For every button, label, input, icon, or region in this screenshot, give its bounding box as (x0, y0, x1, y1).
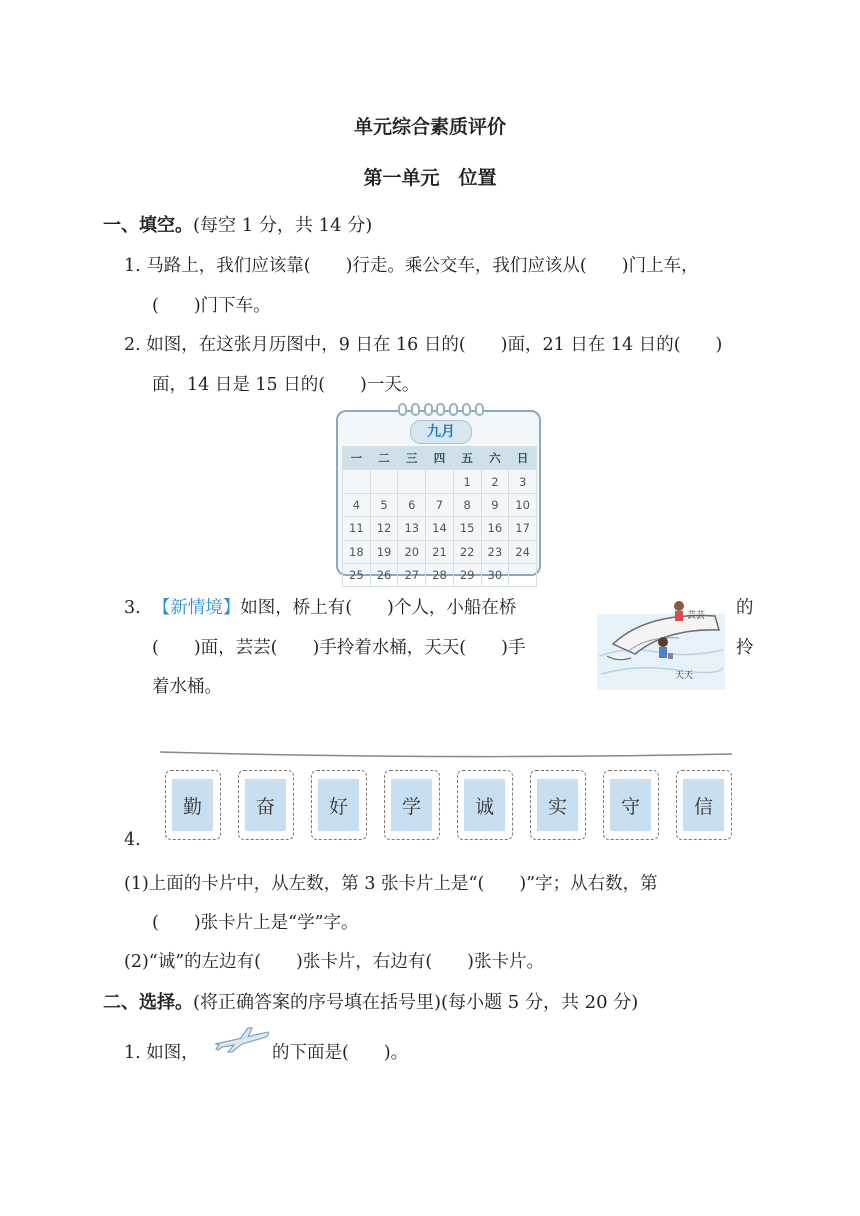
weekday-cell: 五 (453, 447, 481, 470)
q3-line3: 着水桶。 (152, 677, 222, 697)
weekday-cell: 四 (426, 447, 454, 470)
day-cell: 29 (453, 563, 481, 586)
weekday-cell: 二 (370, 447, 398, 470)
day-cell: 10 (509, 493, 537, 516)
card-char: 实 (537, 779, 578, 831)
q3-number: 3. (124, 598, 141, 618)
q1-line1: 1. 马路上，我们应该靠( )行走。乘公交车，我们应该从( )门上车， (124, 256, 699, 276)
calendar-rings-icon (398, 403, 484, 417)
q3-new-context-tag: 【新情境】 (152, 598, 241, 618)
section-1-label: 一、填空。 (103, 215, 193, 236)
day-cell: 23 (481, 540, 509, 563)
section-2-heading (103, 988, 638, 1014)
q3-line2: ( )面，芸芸( )手拎着水桶，天天( )手 (152, 638, 526, 658)
bridge-boat-illustration (597, 594, 725, 690)
day-cell: 8 (453, 493, 481, 516)
day-cell: 4 (343, 493, 371, 516)
day-cell: 25 (343, 563, 371, 586)
section-1-heading (103, 211, 372, 237)
girl-figure-icon (674, 601, 684, 611)
q3-line2-end: 拎 (736, 638, 754, 658)
label-tiantian: 天天 (675, 671, 694, 681)
q4-sub1-line2: ( )张卡片上是“学”字。 (152, 913, 359, 933)
day-cell (398, 470, 426, 493)
calendar-month: 九月 (410, 420, 472, 444)
q2-line1: 2. 如图，在这张月历图中，9 日在 16 日的( )面，21 日在 14 日的( ) (124, 335, 723, 355)
day-cell: 21 (426, 540, 454, 563)
day-cell: 18 (343, 540, 371, 563)
day-cell (509, 563, 537, 586)
page-title: 单元综合素质评价 (353, 116, 506, 138)
calendar-week-row (343, 493, 537, 516)
day-cell: 24 (509, 540, 537, 563)
calendar-week-row (343, 470, 537, 493)
q3-line1-end: 的 (736, 598, 754, 618)
q2-line2: 面，14 日是 15 日的( )一天。 (152, 375, 420, 395)
day-cell: 12 (370, 517, 398, 540)
day-cell: 17 (509, 517, 537, 540)
day-cell: 16 (481, 517, 509, 540)
q4-number: 4. (124, 830, 141, 850)
s2-q1-after: 的下面是( )。 (272, 1043, 409, 1063)
card (384, 770, 440, 840)
day-cell: 3 (509, 470, 537, 493)
day-cell: 15 (453, 517, 481, 540)
day-cell: 5 (370, 493, 398, 516)
card (530, 770, 586, 840)
airplane-icon (212, 1022, 272, 1058)
day-cell: 14 (426, 517, 454, 540)
day-cell: 28 (426, 563, 454, 586)
weekday-cell: 日 (509, 447, 537, 470)
day-cell: 26 (370, 563, 398, 586)
day-cell: 22 (453, 540, 481, 563)
q4-sub1-line1: (1)上面的卡片中，从左数，第 3 张卡片上是“( )”字；从右数，第 (124, 874, 658, 894)
weekday-cell: 一 (343, 447, 371, 470)
q4-sub2: (2)“诚”的左边有( )张卡片，右边有( )张卡片。 (124, 952, 544, 972)
day-cell (370, 470, 398, 493)
q1-line2: ( )门下车。 (152, 296, 271, 316)
day-cell (343, 470, 371, 493)
section-2-note: (将正确答案的序号填在括号里)(每小题 5 分，共 20 分) (193, 992, 639, 1013)
q3-line1 (124, 594, 516, 619)
card-char: 学 (391, 779, 432, 831)
day-cell: 11 (343, 517, 371, 540)
weekday-cell: 六 (481, 447, 509, 470)
card (603, 770, 659, 840)
section-1-note: (每空 1 分，共 14 分) (193, 215, 373, 236)
s2-q1-before: 1. 如图， (124, 1043, 199, 1063)
calendar-week-row (343, 563, 537, 586)
unit-subtitle: 第一单元 位置 (363, 167, 497, 189)
day-cell: 2 (481, 470, 509, 493)
weekday-cell: 三 (398, 447, 426, 470)
calendar-grid (342, 446, 537, 587)
q3-line1-text: 如图，桥上有( )个人，小船在桥 (240, 598, 517, 618)
day-cell: 20 (398, 540, 426, 563)
section-2-label: 二、选择。 (103, 992, 193, 1013)
day-cell: 1 (453, 470, 481, 493)
card (238, 770, 294, 840)
card (311, 770, 367, 840)
day-cell: 9 (481, 493, 509, 516)
calendar-weekday-row (343, 447, 537, 470)
boy-figure-icon (658, 637, 668, 647)
card (676, 770, 732, 840)
card (165, 770, 221, 840)
card-char: 勤 (172, 779, 213, 831)
card-char: 诚 (464, 779, 505, 831)
label-yunyun: 芸芸 (687, 611, 706, 621)
calendar-week-row (343, 540, 537, 563)
card-char: 信 (683, 779, 724, 831)
day-cell (426, 470, 454, 493)
day-cell: 7 (426, 493, 454, 516)
day-cell: 13 (398, 517, 426, 540)
day-cell: 19 (370, 540, 398, 563)
card-char: 好 (318, 779, 359, 831)
day-cell: 30 (481, 563, 509, 586)
day-cell: 6 (398, 493, 426, 516)
card-char: 奋 (245, 779, 286, 831)
card (457, 770, 513, 840)
day-cell: 27 (398, 563, 426, 586)
calendar-week-row (343, 517, 537, 540)
card-char: 守 (610, 779, 651, 831)
